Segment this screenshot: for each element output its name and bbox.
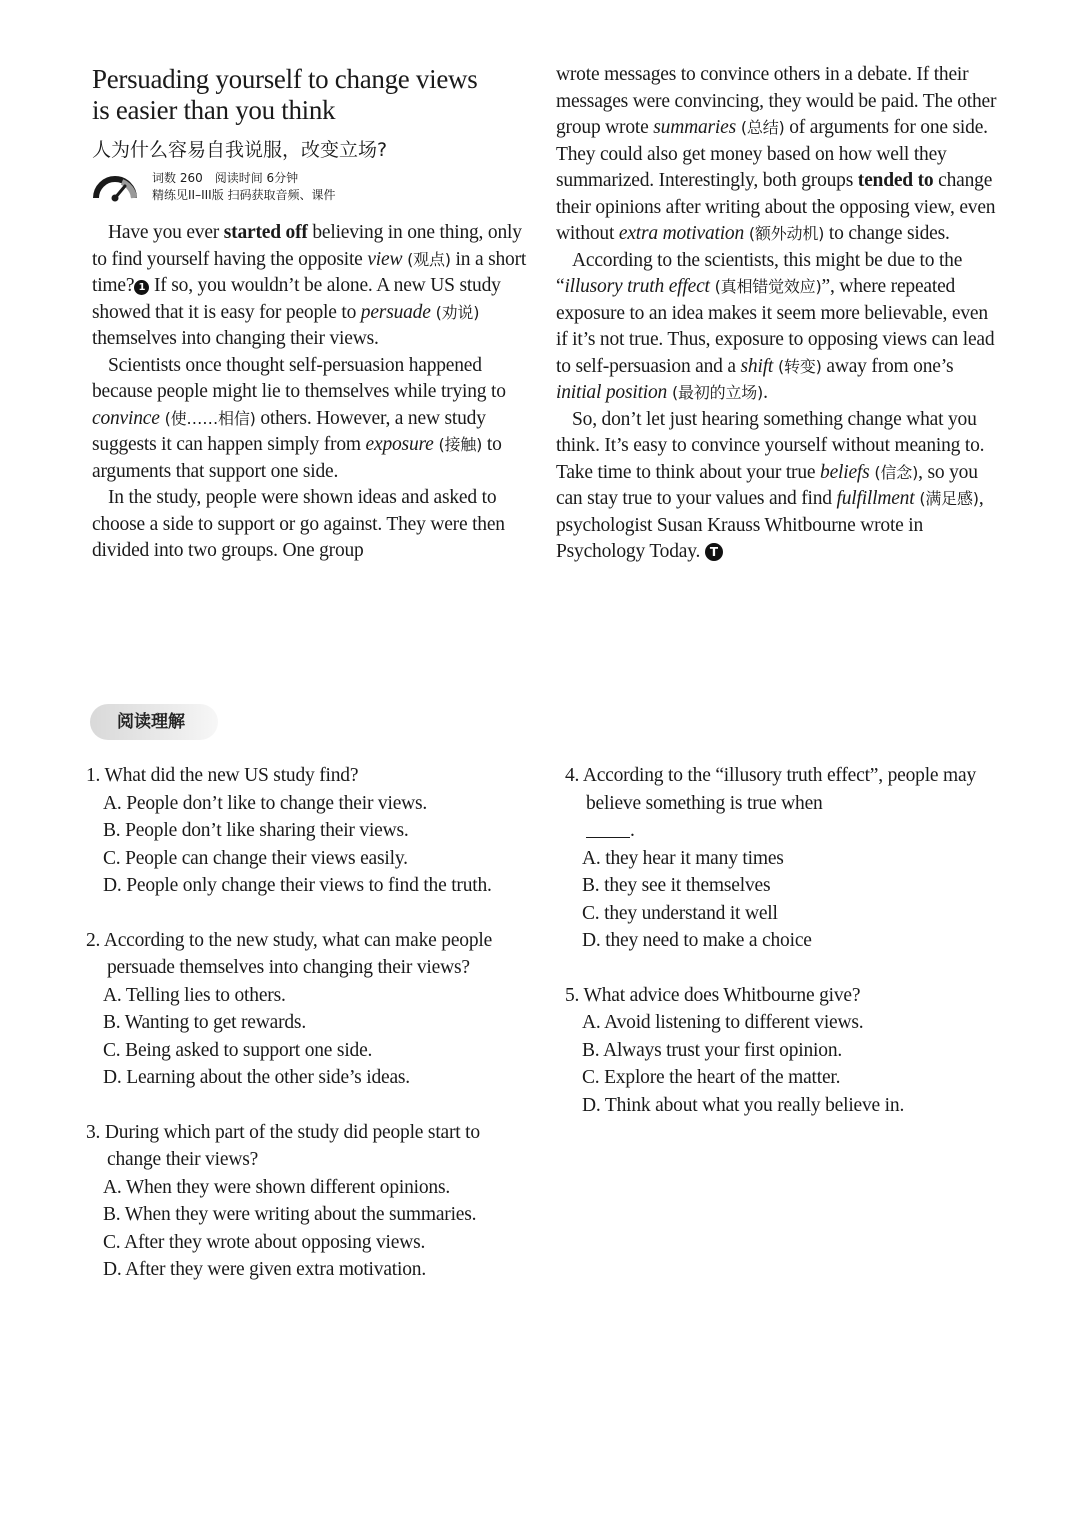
option-a[interactable]: A. Avoid listening to different views. (582, 1012, 864, 1033)
note-1-icon: 1 (134, 280, 149, 295)
word-count-reading-time: 词数 260 阅读时间 6分钟 (152, 171, 299, 185)
option-b[interactable]: B. People don’t like sharing their views. (103, 820, 409, 841)
article-subtitle-cn: 人为什么容易自我说服，改变立场? (92, 139, 388, 161)
question-3 (86, 1119, 536, 1284)
option-a[interactable]: A. they hear it many times (582, 847, 784, 869)
paragraph-1: Have you ever started off believing in one thing, only to find yourself having the opposite view (观点) in a short time? 1 If so, you wouldn’t be alone. A new US study showed that it is easy for people to persuade (劝说) themselves into changing their views. (92, 222, 527, 349)
answer-blank (586, 819, 630, 838)
questions-right-column (565, 762, 1015, 1146)
option-b[interactable]: B. they see it themselves (582, 875, 771, 896)
question-1 (86, 762, 536, 900)
option-c[interactable]: C. After they wrote about opposing views. (103, 1231, 426, 1253)
option-d[interactable]: D. they need to make a choice (582, 930, 812, 951)
questions-left-column (86, 762, 536, 1311)
question-stem: 1. What did the new US study find? (86, 765, 359, 786)
option-b[interactable]: B. Always trust your first opinion. (582, 1039, 843, 1061)
paragraph-2: Scientists once thought self-persuasion happened because people might lie to themselves while trying to convince (使……相信) others. However, a new study suggests it can happen simply from exposure (接触) to arguments that support one side. (92, 354, 506, 482)
article-right-column (556, 62, 998, 566)
question-5 (565, 982, 1015, 1120)
practice-scan-note: 精练见II–III版 扫码获取音频、课件 (152, 188, 336, 202)
option-d[interactable]: D. People only change their views to find the truth. (103, 875, 492, 896)
section-label-reading-comprehension: 阅读理解 (90, 704, 218, 740)
option-c[interactable]: C. they understand it well (582, 902, 778, 924)
option-c[interactable]: C. Explore the heart of the matter. (582, 1067, 841, 1088)
option-a[interactable]: A. Telling lies to others. (103, 984, 286, 1006)
paragraph-3: In the study, people were shown ideas and asked to choose a side to support or go against. They were then divided into two groups. One group (92, 487, 505, 561)
question-stem: 5. What advice does Whitbourne give? (565, 984, 861, 1006)
question-4 (565, 762, 1015, 955)
question-2 (86, 927, 536, 1092)
option-b[interactable]: B. Wanting to get rewards. (103, 1012, 306, 1033)
paragraph-3-continued: wrote messages to convince others in a debate. If their messages were convincing, they would be paid. The other group wrote summaries (总结) of arguments for one side. They could also get money based on how well they summarized. Interestingly, both groups tended to change their opinions after writing about the opposing view, even without extra motivation (额外动机) to change sides. (556, 64, 997, 244)
question-stem: 2. According to the new study, what can make people persuade themselves into changing their views? (86, 929, 493, 978)
title-line-2: is easier than you think (92, 95, 336, 125)
option-b[interactable]: B. When they were writing about the summaries. (103, 1204, 477, 1225)
title-line-1: Persuading yourself to change views (92, 64, 478, 94)
article-left-column (92, 64, 532, 565)
option-d[interactable]: D. After they were given extra motivation. (103, 1259, 426, 1280)
paragraph-5: So, don’t let just hearing something change what you think. It’s easy to convince yourself without meaning to. Take time to think about your true beliefs (信念), so you can stay true to your values and find fulfillment (满足感), psychologist Susan Krauss Whitbourne wrote in Psychology Today. T (556, 408, 985, 562)
speedometer-icon (92, 172, 138, 202)
option-d[interactable]: D. Learning about the other side’s ideas. (103, 1067, 410, 1088)
question-stem: 4. According to the “illusory truth effect”, people may believe something is true when . (565, 765, 977, 841)
question-stem: 3. During which part of the study did people start to change their views? (86, 1121, 480, 1170)
option-d[interactable]: D. Think about what you really believe in. (582, 1094, 905, 1116)
option-a[interactable]: A. People don’t like to change their views. (103, 792, 428, 814)
option-c[interactable]: C. People can change their views easily. (103, 847, 408, 869)
article-meta (92, 170, 532, 204)
option-c[interactable]: C. Being asked to support one side. (103, 1039, 373, 1061)
option-a[interactable]: A. When they were shown different opinions. (103, 1176, 451, 1198)
end-mark-icon: T (705, 543, 723, 561)
paragraph-4: According to the scientists, this might be due to the “illusory truth effect (真相错觉效应)”, where repeated exposure to an idea makes it seem more believable, even if it’s not true. Thus, exposure to opposing views can lead to self-persuasion and a shift (转变) away from one’s initial position (最初的立场). (556, 249, 995, 403)
article-title (92, 64, 532, 126)
